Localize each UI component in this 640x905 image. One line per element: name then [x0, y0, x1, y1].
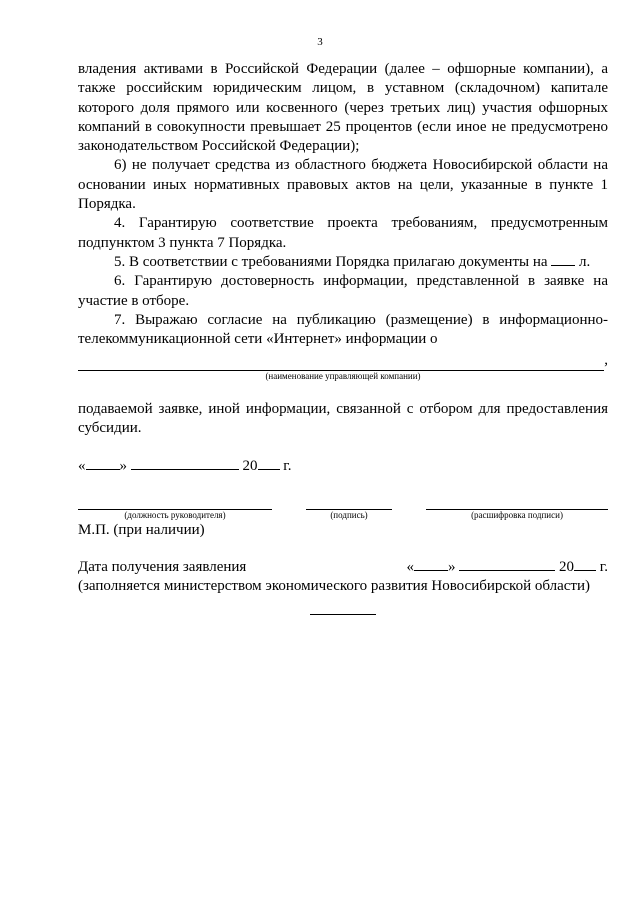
date-year-blank[interactable] [258, 457, 280, 470]
paragraph-item-5 [78, 253, 608, 272]
signature-block [78, 495, 608, 521]
pages-count-blank[interactable] [551, 253, 575, 266]
date-month-blank[interactable] [131, 457, 239, 470]
date-line [78, 457, 608, 476]
company-name-line [78, 351, 608, 370]
item-5-text: 5. В соответствии с требованиями Порядка прилагаю документы на [114, 253, 548, 270]
receipt-year-suffix: г. [599, 558, 608, 575]
receipt-close-quote: » [448, 558, 456, 575]
signature-blank[interactable] [306, 495, 392, 510]
company-name-caption: (наименование управляющей компании) [265, 370, 421, 381]
receipt-year-prefix: 20 [559, 558, 575, 575]
transcript-blank[interactable] [426, 495, 608, 510]
paragraph-item-4: 4. Гарантирую соответствие проекта требованиям, предусмотренным подпунктом 3 пункта 7 Порядка. [78, 215, 608, 251]
page-number: 3 [317, 36, 323, 48]
end-divider [310, 614, 376, 615]
date-close-quote: » [119, 458, 127, 475]
receipt-open-quote: « [406, 558, 415, 575]
transcript-caption: (расшифровка подписи) [471, 509, 563, 520]
position-blank[interactable] [78, 495, 272, 510]
signature-caption: (подпись) [330, 509, 368, 520]
date-day-blank[interactable] [86, 457, 120, 470]
stamp-note: М.П. (при наличии) [78, 521, 205, 538]
receipt-day-blank[interactable] [414, 558, 448, 571]
paragraph-consent-end: подаваемой заявке, иной информации, связанной с отбором для предоставления субсидии. [78, 400, 608, 437]
date-year-suffix: г. [283, 458, 292, 475]
paragraph-item-7: 7. Выражаю согласие на публикацию (размещение) в информационно-телекоммуникационной сети «Интернет» информации о [78, 311, 608, 348]
receipt-date [407, 558, 608, 577]
date-year-prefix: 20 [242, 458, 258, 475]
date-open-quote: « [78, 458, 86, 475]
document-body [78, 60, 608, 597]
position-caption: (должность руководителя) [124, 509, 226, 520]
paragraph-offshore: владения активами в Российской Федерации (далее – офшорные компании), а также российским юридическим лицом, в уставном (складочном) капитале которого доля прямого или косвенного (через третьих лиц) участия офшорных компаний в совокупности превышает 25 процентов (если иное не предусмотрено законодательством Российской Федерации); [78, 61, 608, 155]
paragraph-item-6-budget: 6) не получает средства из областного бюджета Новосибирской области на основании иных нормативных правовых актов на цели, указанные в пункте 1 Порядка. [78, 157, 608, 213]
item-5-unit: л. [579, 253, 591, 270]
paragraph-item-6: 6. Гарантирую достоверность информации, представленной в заявке на участие в отборе. [78, 273, 608, 309]
receipt-year-blank[interactable] [574, 558, 596, 571]
receipt-month-blank[interactable] [459, 558, 555, 571]
company-line-comma: , [604, 352, 608, 369]
receipt-note: (заполняется министерством экономического развития Новосибирской области) [78, 578, 590, 595]
receipt-block [78, 558, 608, 597]
receipt-label: Дата получения заявления [78, 558, 247, 575]
company-name-blank[interactable] [78, 356, 604, 371]
